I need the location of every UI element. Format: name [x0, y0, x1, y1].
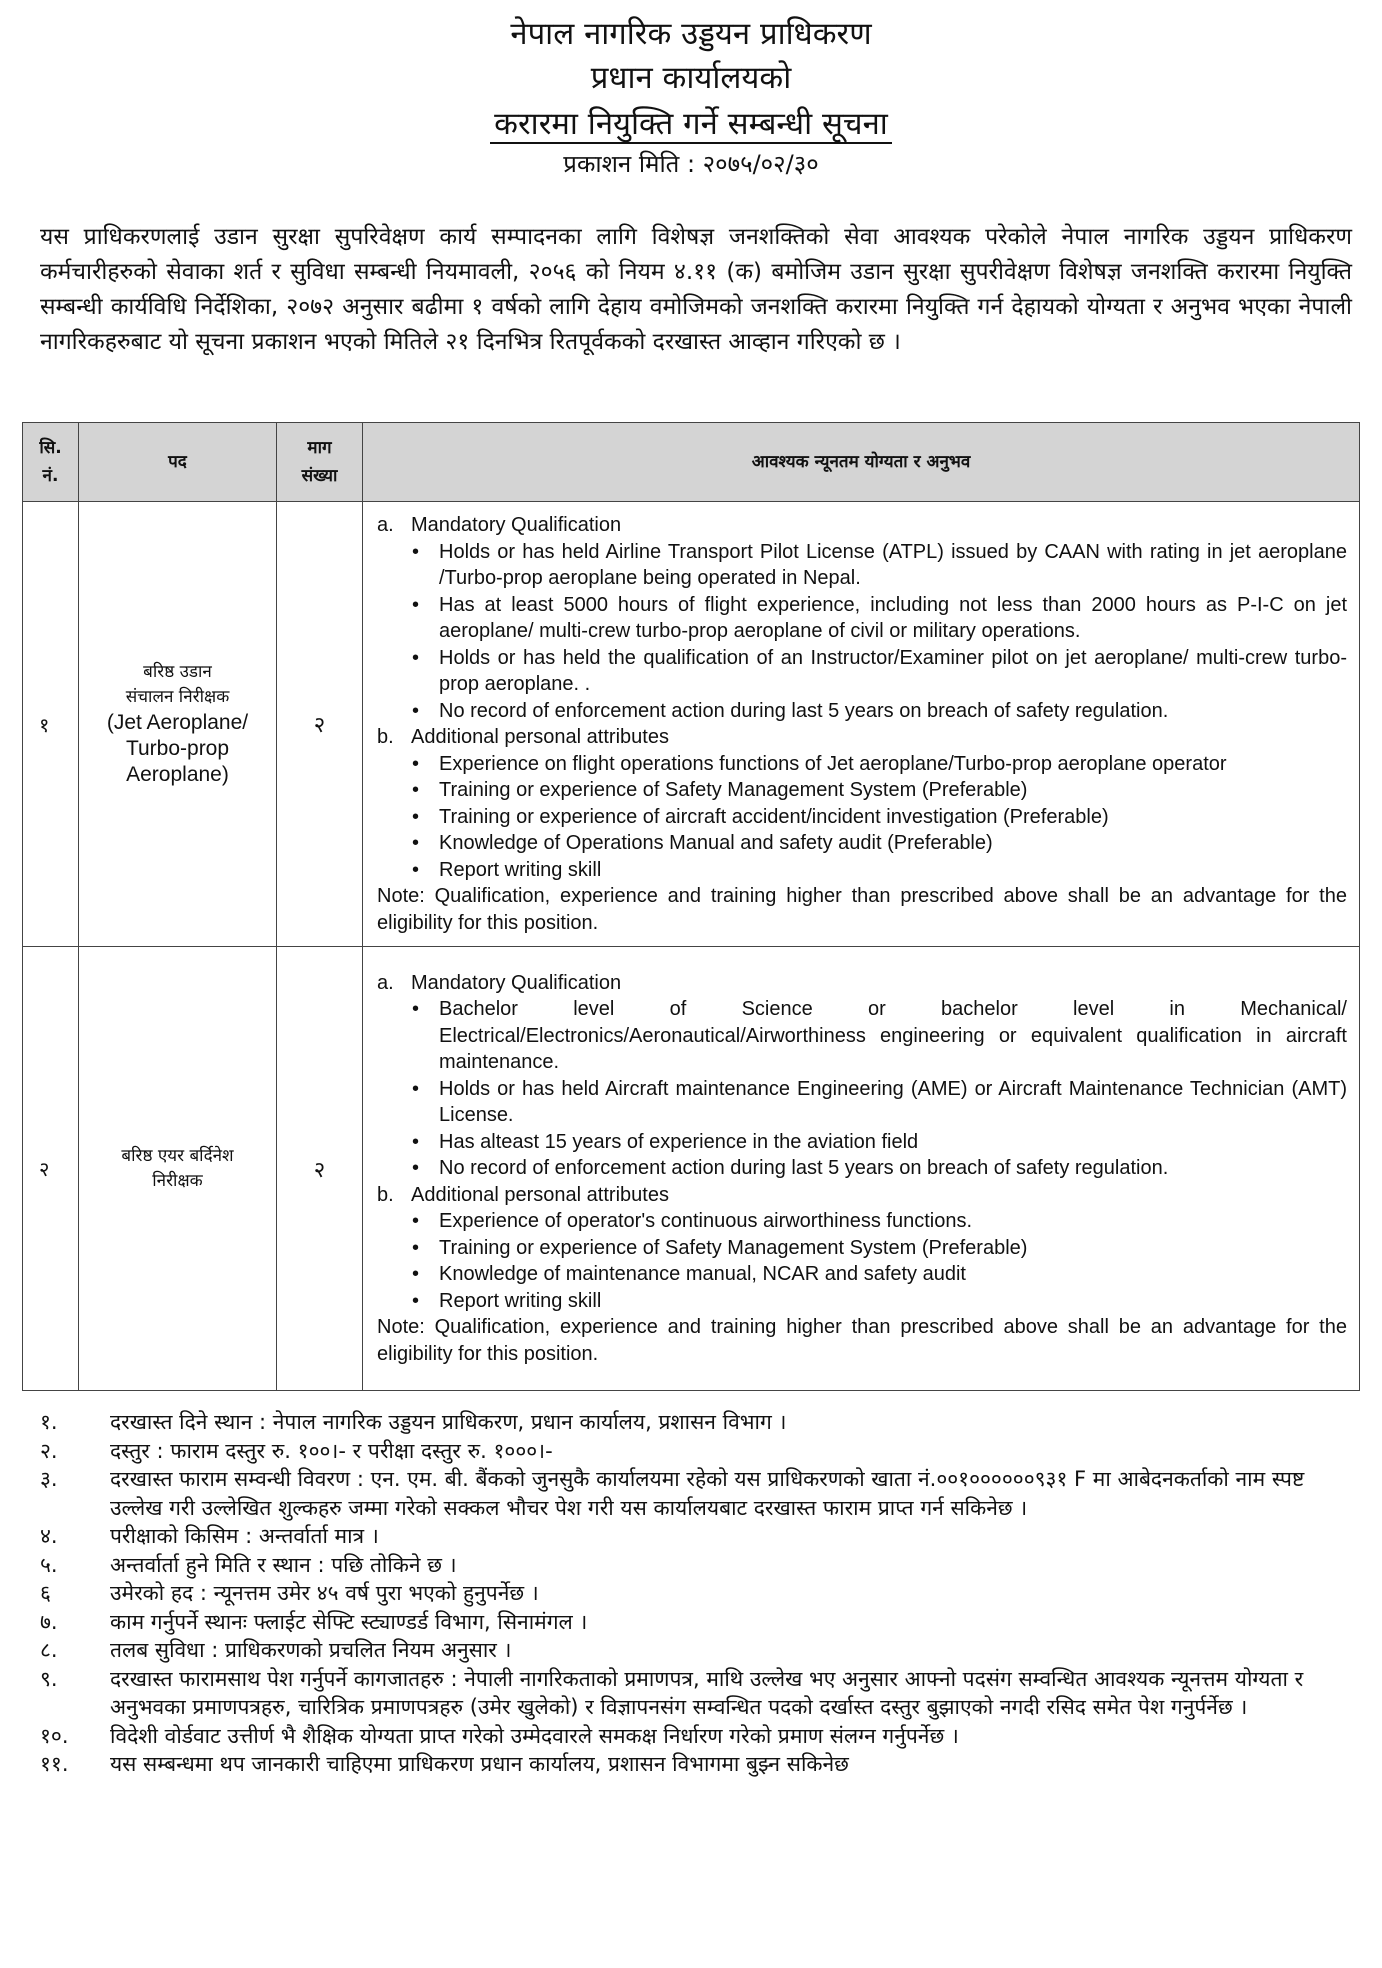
list-item	[40, 1579, 1352, 1608]
list-item: • Has at least 5000 hours of flight experience, including not less than 2000 hours as P-I-C on jet aeroplane/ multi-crew turbo-prop aeroplane of civil or military operations.	[439, 592, 1347, 645]
section-a-list	[377, 996, 1347, 1182]
section-a-heading	[377, 512, 1347, 539]
post-name-np-line1: बरिष्ठ एयर बर्दिनेश	[121, 1145, 234, 1166]
post-name-np-line2: संचालन निरीक्षक	[125, 687, 230, 707]
list-item	[40, 1750, 1352, 1779]
item-number: ४.	[40, 1524, 58, 1548]
list-item: • Bachelor level of Science or bachelor level in Mechanical/ Electrical/Electronics/Aeronautical/Airworthiness engineering or equivalent qualification in aircraft maintenance.	[439, 996, 1347, 1076]
list-item: • Training or experience of Safety Management System (Preferable)	[439, 1235, 1347, 1262]
list-item	[40, 1437, 1352, 1466]
row-demand: २	[277, 947, 363, 1391]
post-name-np-line2: निरीक्षक	[152, 1170, 203, 1191]
list-item	[40, 1522, 1352, 1551]
instructions-list	[40, 1408, 1352, 1779]
item-text: दरखास्त फारामसाथ पेश गर्नुपर्ने कागजातहरु : नेपाली नागरिकताको प्रमाणपत्र, माथि उल्लेख भए अनुसार आफ्नो पदसंग सम्वन्धित आवश्यक न्यूनत्तम योग्यता र अनुभवका प्रमाणपत्रहरु, चारित्रिक प्रमाणपत्रहरु (उमेर खुलेको) र विज्ञापनसंग सम्वन्धित पदको दर्खास्त दस्तुर बुझाएको नगदी रसिद समेत पेश गनुर्पर्नेछ ।	[110, 1666, 1304, 1719]
list-item: • Report writing skill	[439, 1288, 1347, 1315]
row-serial: २	[23, 947, 79, 1391]
list-item	[40, 1665, 1352, 1722]
item-text: यस सम्बन्धमा थप जानकारी चाहिएमा प्राधिकरण प्रधान कार्यालय, प्रशासन विभागमा बुझ्न सकिनेछ	[110, 1752, 849, 1776]
section-a-title: Mandatory Qualification	[411, 514, 622, 536]
item-number: २.	[40, 1438, 58, 1463]
positions-table	[22, 422, 1360, 1391]
list-item	[40, 1408, 1352, 1437]
header-demand	[277, 423, 363, 502]
list-item: • Experience of operator's continuous airworthiness functions.	[439, 1208, 1347, 1235]
eligibility-note: Note: Qualification, experience and training higher than prescribed above shall be an advantage for the eligibility for this position.	[377, 1316, 1347, 1365]
list-item	[40, 1636, 1352, 1665]
header-serial-line2: नं.	[42, 466, 59, 486]
list-item: • Holds or has held Airline Transport Pilot License (ATPL) issued by CAAN with rating in jet aeroplane /Turbo-prop aeroplane being operated in Nepal.	[439, 539, 1347, 592]
organization-name: नेपाल नागरिक उड्डयन प्राधिकरण	[510, 16, 872, 52]
item-number: ८.	[40, 1638, 58, 1662]
publication-date: प्रकाशन मिति : २०७५/०२/३०	[563, 150, 819, 178]
eligibility-note: Note: Qualification, experience and training higher than prescribed above shall be an advantage for the eligibility for this position.	[377, 885, 1347, 934]
list-item: • Experience on flight operations functions of Jet aeroplane/Turbo-prop aeroplane operator	[439, 751, 1347, 778]
list-item: • Report writing skill	[439, 857, 1347, 884]
item-number: १०.	[40, 1723, 69, 1748]
header-serial	[23, 423, 79, 502]
item-text: परीक्षाको किसिम : अन्तर्वार्ता मात्र ।	[110, 1524, 379, 1548]
list-item: • No record of enforcement action during last 5 years on breach of safety regulation.	[439, 698, 1347, 725]
list-item: • Knowledge of maintenance manual, NCAR and safety audit	[439, 1261, 1347, 1288]
header-serial-line1: सि.	[39, 438, 62, 458]
list-item	[40, 1722, 1352, 1751]
item-text: तलब सुविधा : प्राधिकरणको प्रचलित नियम अनुसार ।	[110, 1638, 512, 1662]
list-item: • Holds or has held Aircraft maintenance Engineering (AME) or Aircraft Maintenance Technician (AMT) License.	[439, 1076, 1347, 1129]
item-text: विदेशी वोर्डवाट उत्तीर्ण भै शैक्षिक योग्यता प्राप्त गरेको उम्मेदवारले समकक्ष निर्धारण गरेको प्रमाण संलग्न गर्नुपर्नेछ ।	[110, 1723, 959, 1748]
item-text: उमेरको हद : न्यूनत्तम उमेर ४५ वर्ष पुरा भएको हुनुपर्नेछ ।	[110, 1581, 539, 1605]
item-number: ३.	[40, 1467, 58, 1491]
item-text: दस्तुर : फाराम दस्तुर रु. १००।- र परीक्षा दस्तुर रु. १०००।-	[110, 1438, 553, 1463]
row-post	[79, 502, 277, 947]
section-b-title: Additional personal attributes	[411, 726, 669, 748]
table-row	[23, 502, 1360, 947]
item-number: ७.	[40, 1609, 58, 1634]
header-demand-line1: माग	[307, 438, 332, 458]
section-b-heading	[377, 724, 1347, 751]
item-number: ६	[40, 1581, 51, 1605]
item-text: काम गर्नुपर्ने स्थानः फ्लाईट सेफ्टि स्ट्याण्डर्ड विभाग, सिनामंगल ।	[110, 1609, 588, 1634]
section-b-list	[377, 1208, 1347, 1314]
section-a-list	[377, 539, 1347, 725]
row-requirements	[363, 947, 1360, 1391]
item-number: ९.	[40, 1666, 58, 1691]
row-demand: २	[277, 502, 363, 947]
list-item: • No record of enforcement action during last 5 years on breach of safety regulation.	[439, 1155, 1347, 1182]
post-name-np-line1: बरिष्ठ उडान	[143, 662, 212, 682]
list-item: • Training or experience of Safety Management System (Preferable)	[439, 777, 1347, 804]
section-b-title: Additional personal attributes	[411, 1183, 669, 1206]
section-b-label: b.	[377, 1183, 394, 1206]
section-a-heading	[377, 970, 1347, 997]
item-number: ११.	[40, 1752, 69, 1776]
intro-paragraph: यस प्राधिकरणलाई उडान सुरक्षा सुपरिवेक्षण कार्य सम्पादनका लागि विशेषज्ञ जनशक्तिको सेवा आवश्यक परेकोले नेपाल नागरिक उड्डयन प्राधिकरण कर्मचारीहरुको सेवाका शर्त र सुविधा सम्बन्धी नियमावली, २०५६ को नियम ४.११ (क) बमोजिम उडान सुरक्षा सुपरीवेक्षण विशेषज्ञ जनशक्ति करारमा नियुक्ति सम्बन्धी कार्यविधि निर्देशिका, २०७२ अनुसार बढीमा १ वर्षको लागि देहाय वमोजिमको जनशक्ति करारमा नियुक्ति गर्न देहायको योग्यता र अनुभव भएका नेपाली नागरिकहरुबाट यो सूचना प्रकाशन भएको मितिले २१ दिनभित्र रितपूर्वकको दरखास्त आव्हान गरिएको छ ।	[40, 224, 1352, 355]
post-name-en: (Jet Aeroplane/ Turbo-prop Aeroplane)	[106, 711, 249, 786]
section-a-label: a.	[377, 514, 394, 536]
list-item: • Has alteast 15 years of experience in the aviation field	[439, 1129, 1347, 1156]
notice-title	[0, 104, 1382, 144]
row-post	[79, 947, 277, 1391]
item-text: अन्तर्वार्ता हुने मिति र स्थान : पछि तोकिने छ ।	[110, 1552, 457, 1577]
item-text: दरखास्त दिने स्थान : नेपाल नागरिक उड्डयन प्राधिकरण, प्रधान कार्यालय, प्रशासन विभाग ।	[110, 1410, 787, 1434]
section-b-label: b.	[377, 726, 394, 748]
section-a-label: a.	[377, 971, 394, 994]
header-demand-line2: संख्या	[301, 466, 338, 486]
list-item	[40, 1551, 1352, 1580]
office-name: प्रधान कार्यालयको	[590, 60, 792, 96]
table-header-row	[23, 423, 1360, 502]
header-post: पद	[79, 423, 277, 502]
list-item	[40, 1465, 1352, 1522]
list-item	[40, 1608, 1352, 1637]
section-a-title: Mandatory Qualification	[411, 971, 622, 994]
header-requirements: आवश्यक न्यूनतम योग्यता र अनुभव	[363, 423, 1360, 502]
section-b-heading	[377, 1182, 1347, 1209]
row-serial: १	[23, 502, 79, 947]
table-row	[23, 947, 1360, 1391]
item-number: १.	[40, 1410, 58, 1434]
section-b-list	[377, 751, 1347, 884]
item-text: दरखास्त फाराम सम्वन्धी विवरण : एन. एम. बी. बैंकको जुनसुकै कार्यालयमा रहेको यस प्राधिकरणको खाता नं.००१००००००९३१ F मा आबेदनकर्ताको नाम स्पष्ट उल्लेख गरी उल्लेखित शुल्कहरु जम्मा गरेको सक्कल भौचर पेश गरी यस कार्यालयबाट दरखास्त फाराम प्राप्त गर्न सकिनेछ ।	[110, 1467, 1305, 1520]
list-item: • Knowledge of Operations Manual and safety audit (Preferable)	[439, 830, 1347, 857]
row-requirements	[363, 502, 1360, 947]
notice-title-text: करारमा नियुक्ति गर्ने सम्बन्धी सूचना	[490, 106, 892, 144]
item-number: ५.	[40, 1552, 58, 1577]
list-item: • Training or experience of aircraft accident/incident investigation (Preferable)	[439, 804, 1347, 831]
list-item: • Holds or has held the qualification of an Instructor/Examiner pilot on jet aeroplane/ multi-crew turbo-prop aeroplane. .	[439, 645, 1347, 698]
